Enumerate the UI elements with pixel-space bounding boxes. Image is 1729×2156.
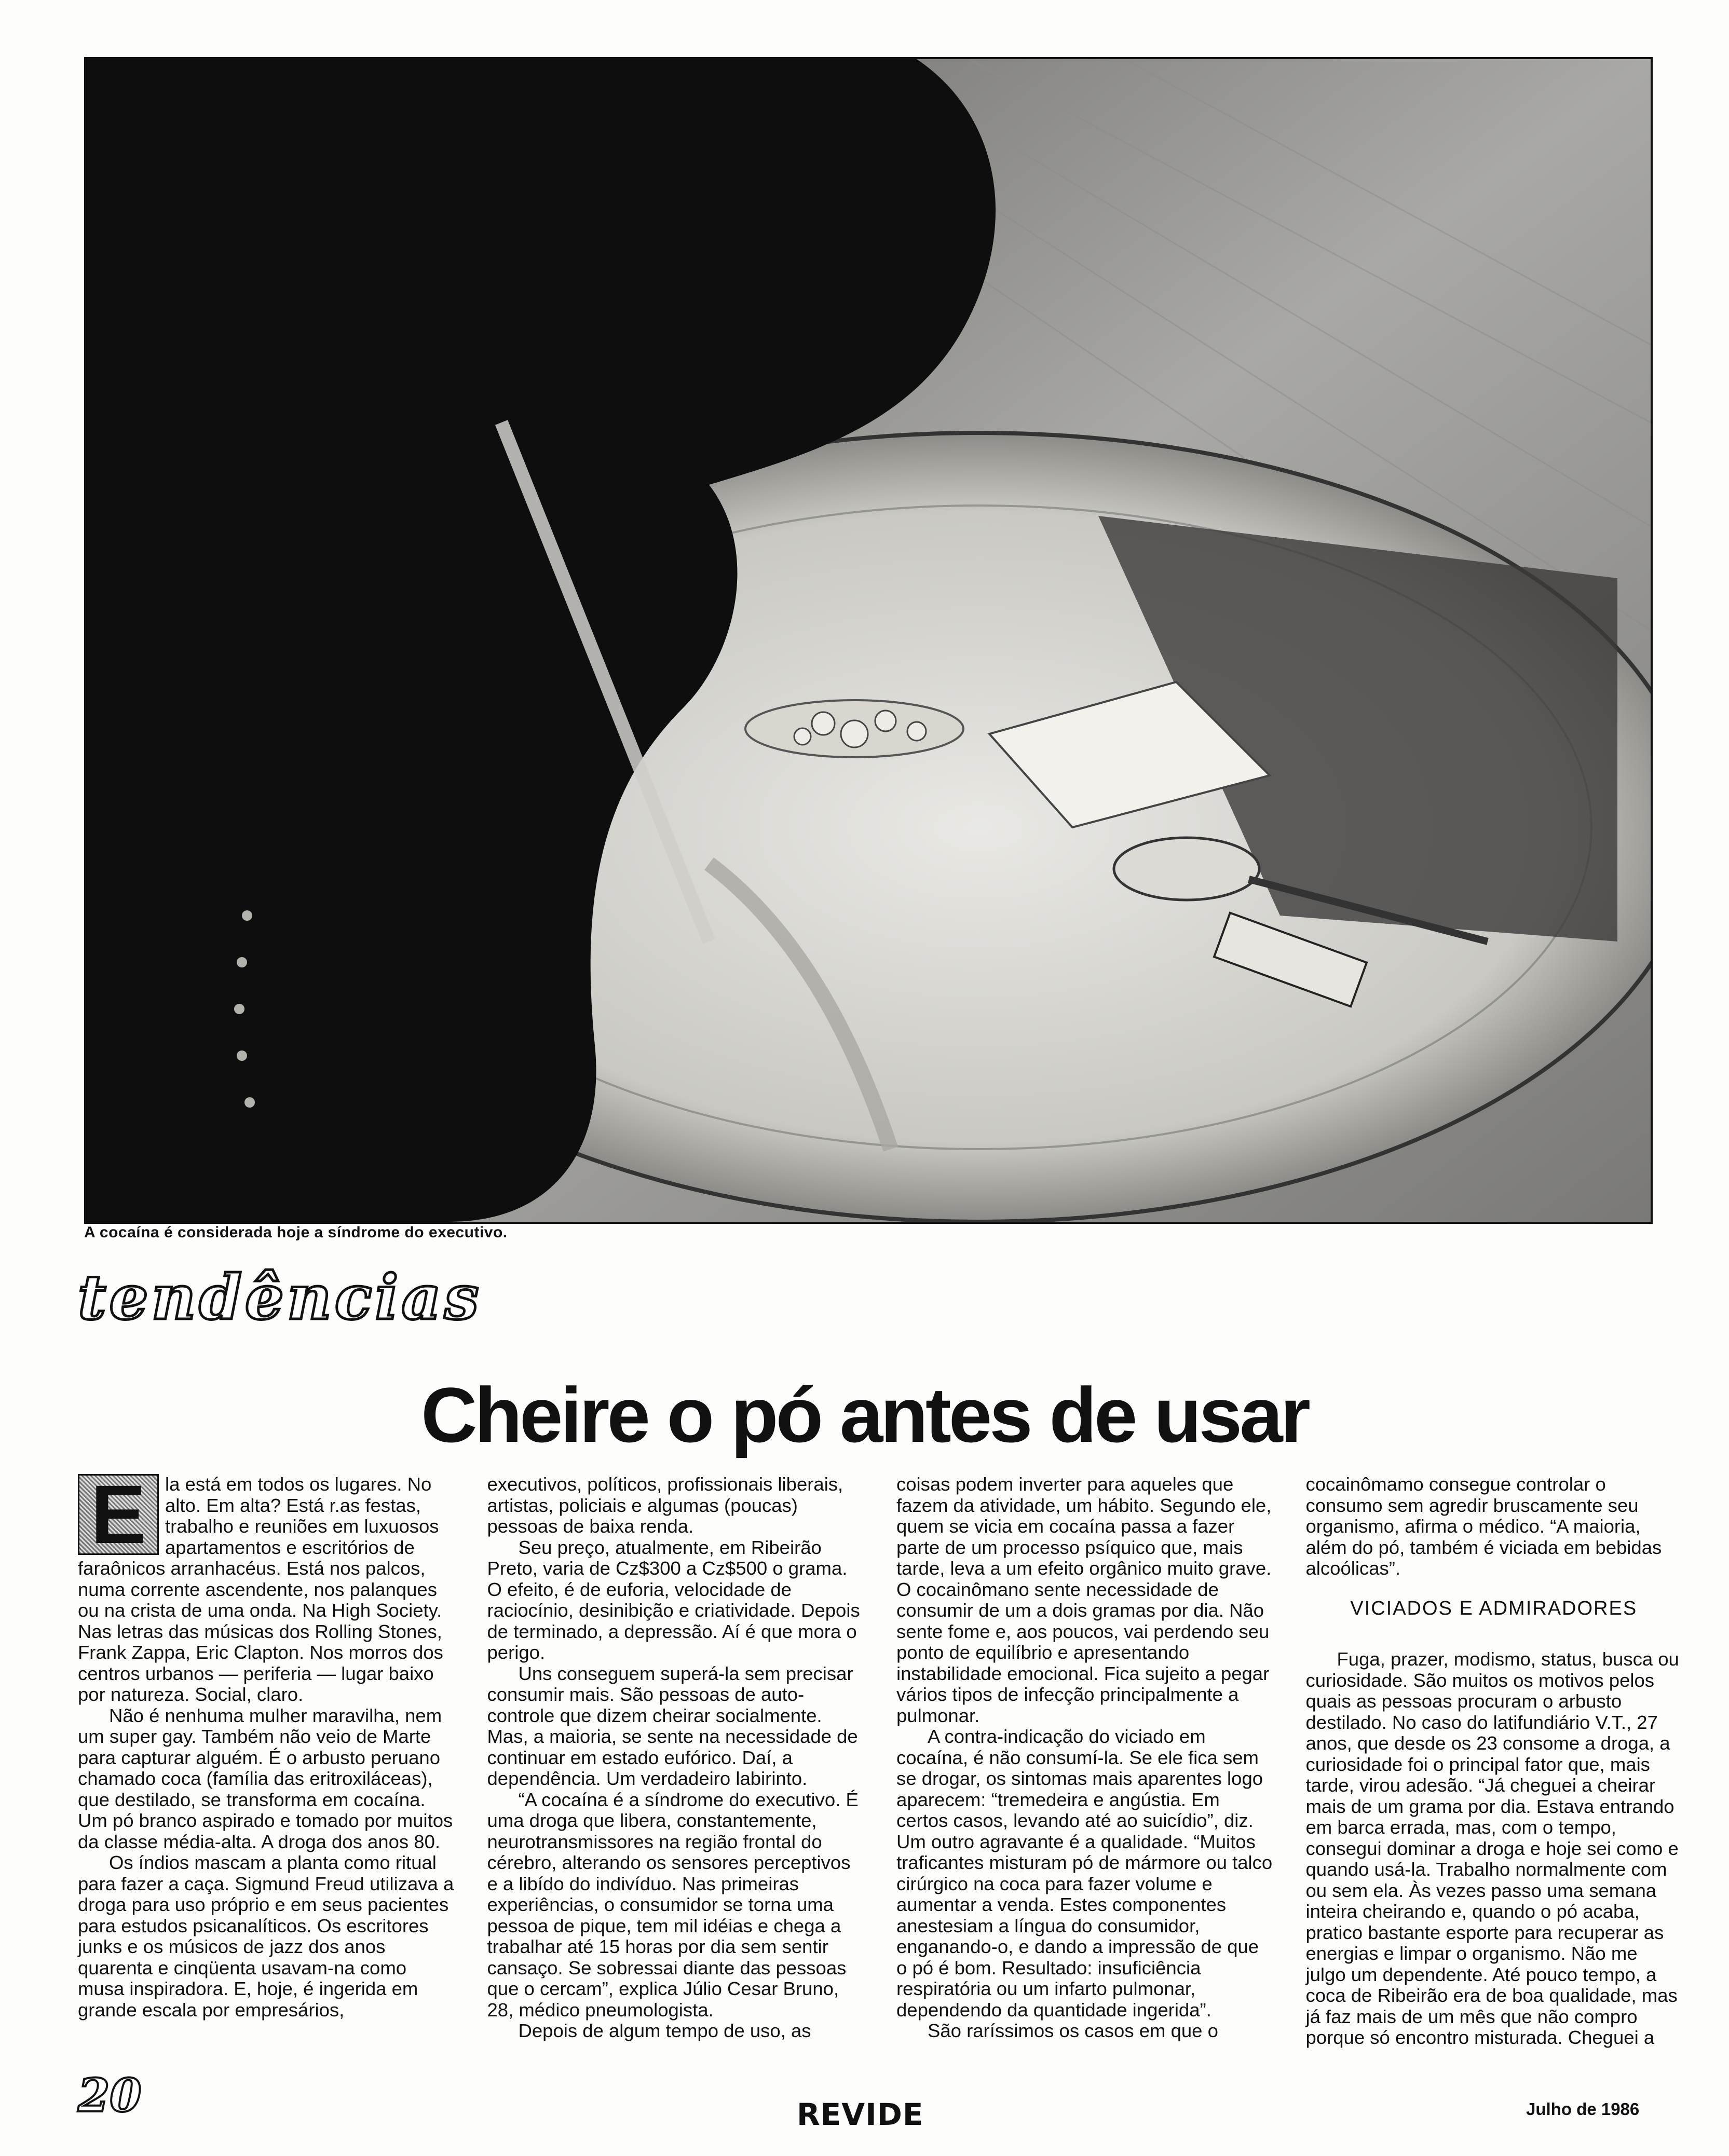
article-body (78, 1468, 1682, 2071)
paragraph: Depois de algum tempo de uso, as (518, 2020, 811, 2041)
subheading: VICIADOS E ADMIRADORES (1350, 1597, 1638, 1619)
paragraph: Não é nenhuma mulher maravilha, nem um super gay. Também não veio de Marte para capturar alguém. É o arbusto peruano chamado coca (família das eritroxiláceas), que destilado, se transforma em cocaína. Um pó branco aspirado e tomado por muitos da classe média-alta. A droga dos anos 80. (78, 1704, 453, 1852)
section-label: tendências (78, 1261, 482, 1333)
paragraph: Os índios mascam a planta como ritual para fazer a caça. Sigmund Freud utilizava a droga para uso próprio e em seus pacientes para estudos psicanalíticos. Os escritores junks e os músicos de jazz dos anos quarenta e cinqüenta usavam-na como musa inspiradora. E, hoje, é ingerida em grande escala por empresários, (78, 1852, 454, 2021)
paragraph: A contra-indicação do viciado em cocaína, é não consumí-la. Se ele fica sem se drogar, os sintomas mais aparentes logo aparecem: “tremedeira e angústia. Em certos casos, levando até ao suicídio”, diz. Um outro agravante é a qualidade. “Muitos traficantes misturam pó de mármore ou talco cirúrgico na coca para fazer volume e aumentar a venda. Estes componentes anestesiam a língua do consumidor, enganando-o, e dando a impressão de que o pó é bom. Resultado: insuficiência respiratória ou um infarto pulmonar, dependendo da quantidade ingerida”. (896, 1726, 1273, 2021)
headline: Cheire o pó antes de usar (421, 1371, 1308, 1458)
magazine-logo: REVIDE (797, 2097, 924, 2132)
column-2 (487, 1474, 864, 2071)
page-number: 20 (78, 2068, 142, 2122)
column-1 (78, 1468, 454, 2071)
paragraph: cocainômamo consegue controlar o consumo sem agredir bruscamente seu organismo, afirma o médico. “A maioria, além do pó, também é viciada em bebidas alcoólicas”. (1305, 1473, 1662, 1579)
issue-date: Julho de 1986 (1526, 2099, 1640, 2119)
paragraph: coisas podem inverter para aqueles que fazem da atividade, um hábito. Segundo ele, quem se vicia em cocaína passa a fazer parte de um processo psíquico que, mais tarde, leva a um efeito orgânico muito grave. O cocainômano sente necessidade de consumir de um a dois gramas por dia. Não sente fome e, aos poucos, vai perdendo seu ponto de equilíbrio e apresentando instabilidade emocional. Fica sujeito a pegar vários tipos de infecção principalmente a pulmonar. (896, 1473, 1272, 1726)
photo-caption: A cocaína é considerada hoje a síndrome do executivo. (84, 1224, 508, 1241)
photo-illustration (86, 59, 1651, 1222)
drop-cap: E (78, 1474, 159, 1555)
column-4 (1306, 1474, 1682, 2071)
paragraph: executivos, políticos, profissionais liberais, artistas, policiais e algumas (poucas) pessoas de baixa renda. (487, 1473, 843, 1537)
paragraph: Uns conseguem superá-la sem precisar consumir mais. São pessoas de auto-controle que dizem cheirar socialmente. Mas, a maioria, se sente na necessidade de continuar em estado eufórico. Daí, a dependência. Um verdadeiro labirinto. (487, 1662, 858, 1789)
paragraph: la está em todos os lugares. No alto. Em alta? Está r.as festas, trabalho e reuniões em luxuosos apartamentos e escritórios de faraônicos arranhacéus. Está nos palcos, numa corrente ascendente, nos palanques ou na crista de uma onda. Na High Society. Nas letras das músicas dos Rolling Stones, Frank Zappa, Eric Clapton. Nos morros dos centros urbanos — periferia — lugar baixo por natureza. Social, claro. (78, 1473, 443, 1705)
paragraph: Seu preço, atualmente, em Ribeirão Preto, varia de Cz$300 a Cz$500 o grama. O efeito, é de euforia, velocidade de raciocínio, desinibição e criatividade. Depois de terminado, a depressão. Aí é que mora o perigo. (487, 1536, 860, 1663)
paragraph: Fuga, prazer, modismo, status, busca ou curiosidade. São muitos os motivos pelos quais as pessoas procuram o arbusto destilado. No caso do latifundiário V.T., 27 anos, que desde os 23 consome a droga, a curiosidade foi o principal fator que, mais tarde, virou adesão. “Já cheguei a cheirar mais de um grama por dia. Estava entrando em barca errada, mas, com o tempo, consegui dominar a droga e hoje sei como e quando usá-la. Trabalho normalmente com ou sem ela. Às vezes passo uma semana inteira cheirando e, quando o pó acaba, pratico bastante esporte para recuperar as energias e limpar o organismo. Não me julgo um dependente. Até pouco tempo, a coca de Ribeirão era de boa qualidade, mas já faz mais de um mês que não compro porque só encontro misturada. Cheguei a (1305, 1648, 1679, 2048)
column-3 (896, 1474, 1273, 2071)
paragraph: “A cocaína é a síndrome do executivo. É uma droga que libera, constantemente, neurotransmissores na região frontal do cérebro, alterando os sensores perceptivos e a libído do indivíduo. Nas primeiras experiências, o consumidor se torna uma pessoa de pique, tem mil idéias e chega a trabalhar até 15 horas por dia sem sentir cansaço. Se sobressai diante das pessoas que o cercam”, explica Júlio Cesar Bruno, 28, médico pneumologista. (487, 1789, 859, 2021)
article-photo (84, 57, 1653, 1224)
paragraph: São raríssimos os casos em que o (928, 2020, 1218, 2041)
